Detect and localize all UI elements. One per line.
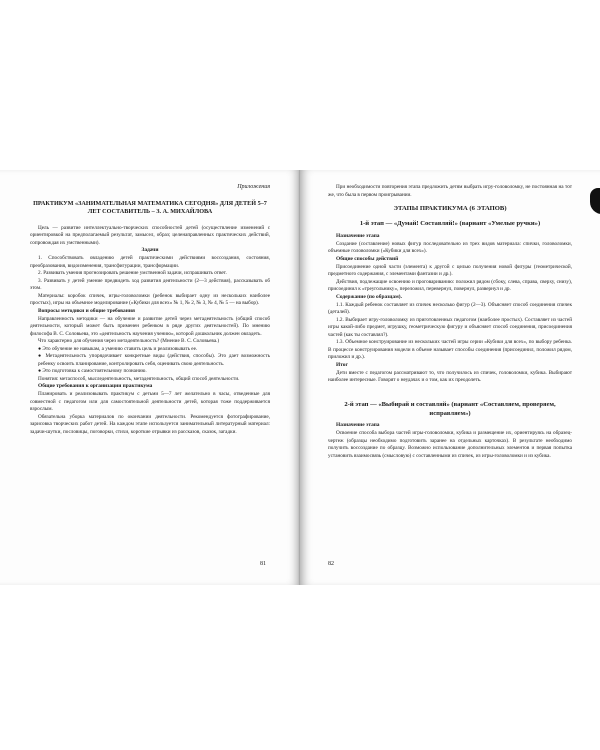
organization-text: Обязательна уборка материалов по окончании деятельности. Рекомендуется фотографирование, зарисовка творческих работ детей. На каждом этапе используется занимательный литературный материал: задачи-шутки, пословицы, поговорки, стихи, короткие отрывки из рассказов, сказок, загадки. [30, 413, 270, 435]
stage-2-title: 2-й этап — «Выбирай и составляй» (вариант «Составляем, проверяем, исправляем») [344, 400, 556, 417]
task-item: 2. Развивать умения прогнозировать решение умственной задачи, испрашивать ответ. [38, 270, 227, 277]
stage-1-content-item: 1.1. Каждый ребенок составляет из спичек несколько фигур (2—3). Объясняет способ соединения спичек (деталей). [328, 301, 572, 316]
right-page-content [328, 184, 572, 460]
practicum-title: ПРАКТИКУМ «ЗАНИМАТЕЛЬНАЯ МАТЕМАТИКА СЕГОДНЯ» ДЛЯ ДЕТЕЙ 5–7 ЛЕТ СОСТАВИТЕЛЬ – З. А. МИХАЙЛОВА [33, 200, 267, 216]
page-number-left: 81 [260, 561, 266, 567]
task-item: 3. Развивать у детей умение предвидеть ход развития деятельности (2—3 действия), рассказывать об этом. [30, 277, 270, 292]
stage-1-purpose: Создание (составление) новых фигур последовательно из трех видов материала: спички, головоломки, объемные головоломки («Кубики для всех»). [328, 240, 572, 255]
stage-1-content-heading: Содержание (по образцам). [336, 293, 402, 300]
spacer [328, 385, 572, 395]
left-page [0, 170, 300, 585]
method-heading: Вопросы методики и общие требования [38, 307, 135, 314]
stage-1-result-heading: Итог [336, 361, 348, 368]
method-bullet: ● Это подготовка к самостоятельному познанию. [38, 368, 147, 375]
stage-1-title: 1-й этап — «Думай! Составляй!» (вариант «Умелые ручки») [359, 219, 541, 227]
materials-text: Материалы: коробок спичек, игры-головоломки (ребенок выбирает одну из нескольких наиболее простых), игры на объемное моделирование («Кубики для всех» № 1, № 2, № 3, № 4, № 5 — на выбор). [30, 292, 270, 307]
stage-1-methods-heading: Общие способы действий [336, 255, 399, 262]
practicum-stages-heading: ЭТАПЫ ПРАКТИКУМА (6 ЭТАПОВ) [393, 205, 507, 213]
page-number-right: 82 [328, 561, 334, 567]
method-bullet: ● Это обучение не навыкам, а умению ставить цель и реализовывать ее. [38, 345, 198, 352]
stage-1-content-item: 1.2. Выбирает игру-головоломку из приготовленных педагогом (наиболее простых). Составляет из частей игры какой-либо предмет, игрушку, геометрическую фигуру и объясняет способ соединения, присоединения частей (как ты составлял?). [328, 316, 572, 338]
organization-heading: Общие требования к организации практикума [38, 383, 153, 390]
open-book [0, 170, 600, 585]
tasks-heading: Задачи [141, 247, 159, 254]
method-bullet: ● Метадеятельность упорядочивает конкретные виды (действия, способы). Это дает возможность ребенку освоить планирование, контролировать себя, оценивать свою деятельность. [38, 353, 270, 367]
running-header: Приложения [237, 184, 270, 190]
intro-text: При необходимости повторения этапа предложить детям выбрать игру-головоломку, не постоянная на тот же, что была в первом проигрывании. [328, 184, 572, 198]
task-item: 1. Способствовать овладению детей практическими действиями воссоздания, состояния, преобразования, видоизменения, трансфигурации, трансформации. [30, 255, 270, 269]
stage-1-purpose-heading: Назначение этапа [336, 232, 380, 239]
stage-1-result: Дети вместе с педагогом рассматривают то, что получилось из спичек, головоломки, кубика. Выбирают наиболее интересные. Говорят о неудачах и о том, как их преодолеть. [328, 369, 572, 384]
page-corner-tab [590, 188, 600, 214]
stage-1-methods: Присоединение одной части (элемента) к другой с целью получения новой фигуры (геометрической, предметного содержания, с элементами фантазии и др.). [328, 263, 572, 278]
stage-2-purpose-heading: Назначение этапа [336, 422, 380, 429]
right-page [300, 170, 600, 585]
stage-2-purpose: Освоение способа выбора частей игры-головоломки, кубика и размещение их, ориентируясь на образец-чертеж (образцы необходимо подготовить заранее на отдельных карточках). В результате необходимо получить воссоздание по образцу. Возможно использование дополнительных элементов и первая попытка установить взаимосвязь (смысловую) с составленными из спичек, из игры-головоломки и из кубика. [328, 430, 572, 459]
method-question: Что характерно для обучения через метадеятельность? (Мнение В. С. Соловьева.) [38, 338, 220, 345]
organization-text: Планировать и реализовывать практикум с детьми 5—7 лет желательно в часы, отведенные для совместной с педагогом или для самостоятельной деятельности детей, которая тоже поддерживается взрослым. [30, 391, 270, 413]
stage-1-content-item: 1.3. Объемное конструирование из нескольких частей игры серии «Кубики для всех», по выбору ребенка. В процессе конструирования модели в объеме называет способы соединения (присоединил, положил рядом, приложил и др.). [328, 339, 572, 361]
stage-1-actions: Действия, подлежащие освоению и проговариванию: положил рядом (сбоку, слева, справа, сверху, снизу), присоединил к «треугольнику», переложил, перевернул, повернул, развернул и др. [328, 278, 572, 293]
method-text: Направленность методики — на обучение и развитие детей через метадеятельность (общий способ деятельности, который может быть применен ребенком в ряде других деятельностей). По мнению философа В. С. Соловьева, это «деятельность научения учению», которой дошкольник должен овладеть. [30, 315, 270, 337]
left-page-content [30, 184, 270, 436]
concepts-text: Понятия: метаспособ, мыследеятельность, метадеятельность, общий способ деятельности. [38, 375, 240, 382]
goal-text: Цель — развитие интеллектуально-творческих способностей детей (осуществление изменений с ориентировкой на предполагаемый результат, замысел, образ; целенаправленных практических действий, сопровождая их умственными). [30, 224, 270, 246]
